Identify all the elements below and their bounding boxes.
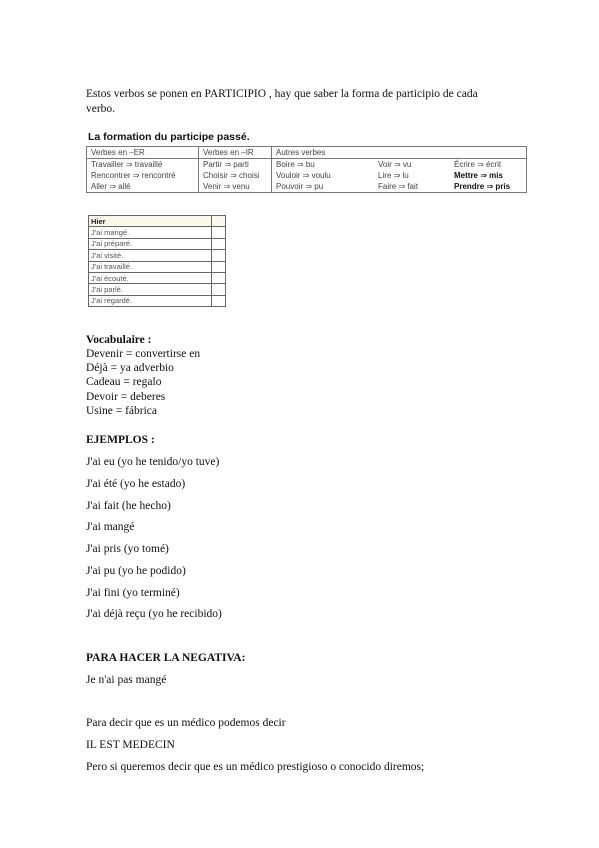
participle-table-title: La formation du participe passé.: [88, 131, 250, 143]
vocab-item: Usine = fábrica: [86, 405, 157, 417]
table-cell: Venir ⇒ venu: [199, 181, 272, 193]
participle-table: [86, 146, 527, 193]
table-cell: Aller ⇒ allé: [87, 181, 199, 193]
table-cell: Choisir ⇒ choisi: [199, 170, 272, 181]
hier-box: [88, 215, 226, 307]
table-cell: Lire ⇒ lu: [378, 171, 409, 180]
hier-row: J'ai préparé.: [89, 238, 212, 249]
vocab-item: Devoir = deberes: [86, 391, 166, 403]
ejemplo-item: J'ai été (yo he estado): [86, 478, 186, 490]
medico-line-2: IL EST MEDECIN: [86, 739, 175, 751]
table-cell: Boire ⇒ bu: [272, 159, 375, 171]
table-cell: Écrire ⇒ écrit: [450, 159, 527, 171]
table-cell: Rencontrer ⇒ rencontré: [87, 170, 199, 181]
ejemplo-item: J'ai fait (he hecho): [86, 500, 171, 512]
hier-row: J'ai mangé.: [89, 227, 212, 238]
ejemplo-item: J'ai pris (yo tomé): [86, 543, 169, 555]
table-header-autres: Autres verbes: [272, 147, 375, 159]
vocab-item: Déjà = ya adverbio: [86, 362, 174, 374]
negativa-example: Je n'ai pas mangé: [86, 674, 167, 686]
medico-line-3: Pero si queremos decir que es un médico prestigioso o conocido diremos;: [86, 761, 425, 773]
vocab-item: Cadeau = regalo: [86, 376, 162, 388]
table-cell: Prendre ⇒ pris: [450, 181, 527, 193]
table-cell: Faire ⇒ fait: [374, 181, 450, 193]
table-cell: Mettre ⇒ mis: [450, 170, 527, 181]
table-cell: Travailler ⇒ travaillé: [87, 159, 199, 171]
ejemplo-item: J'ai eu (yo he tenido/yo tuve): [86, 456, 220, 468]
ejemplo-item: J'ai mangé: [86, 521, 135, 533]
ejemplo-item: J'ai pu (yo he podido): [86, 565, 186, 577]
hier-row: J'ai travaillé.: [89, 261, 212, 272]
ejemplos-heading: EJEMPLOS :: [86, 434, 155, 446]
table-cell: Pouvoir ⇒ pu: [272, 181, 375, 193]
vocabulaire-heading: Vocabulaire :: [86, 334, 152, 346]
vocab-item: Devenir = convertirse en: [86, 348, 201, 360]
table-cell: Vouloir ⇒ voulu: [272, 170, 375, 181]
table-cell: Partir ⇒ parti: [199, 159, 272, 171]
table-cell: Voir ⇒ vu: [378, 160, 412, 169]
negativa-heading: PARA HACER LA NEGATIVA:: [86, 652, 246, 664]
ejemplo-item: J'ai déjà reçu (yo he recibido): [86, 608, 222, 620]
hier-row: J'ai visité.: [89, 250, 212, 261]
table-header-ir: Verbes en –IR: [199, 147, 272, 159]
hier-row: J'ai regardé.: [89, 295, 212, 306]
table-header-er: Verbes en –ER: [87, 147, 199, 159]
hier-row: J'ai parlé.: [89, 284, 212, 295]
intro-text: Estos verbos se ponen en PARTICIPIO , hay que saber la forma de participio de cada verbo.: [86, 88, 478, 115]
ejemplo-item: J'ai fini (yo terminé): [86, 587, 180, 599]
hier-row: J'ai écouté.: [89, 272, 212, 283]
medico-line-1: Para decir que es un médico podemos decir: [86, 717, 286, 729]
hier-title: Hier: [89, 216, 212, 227]
